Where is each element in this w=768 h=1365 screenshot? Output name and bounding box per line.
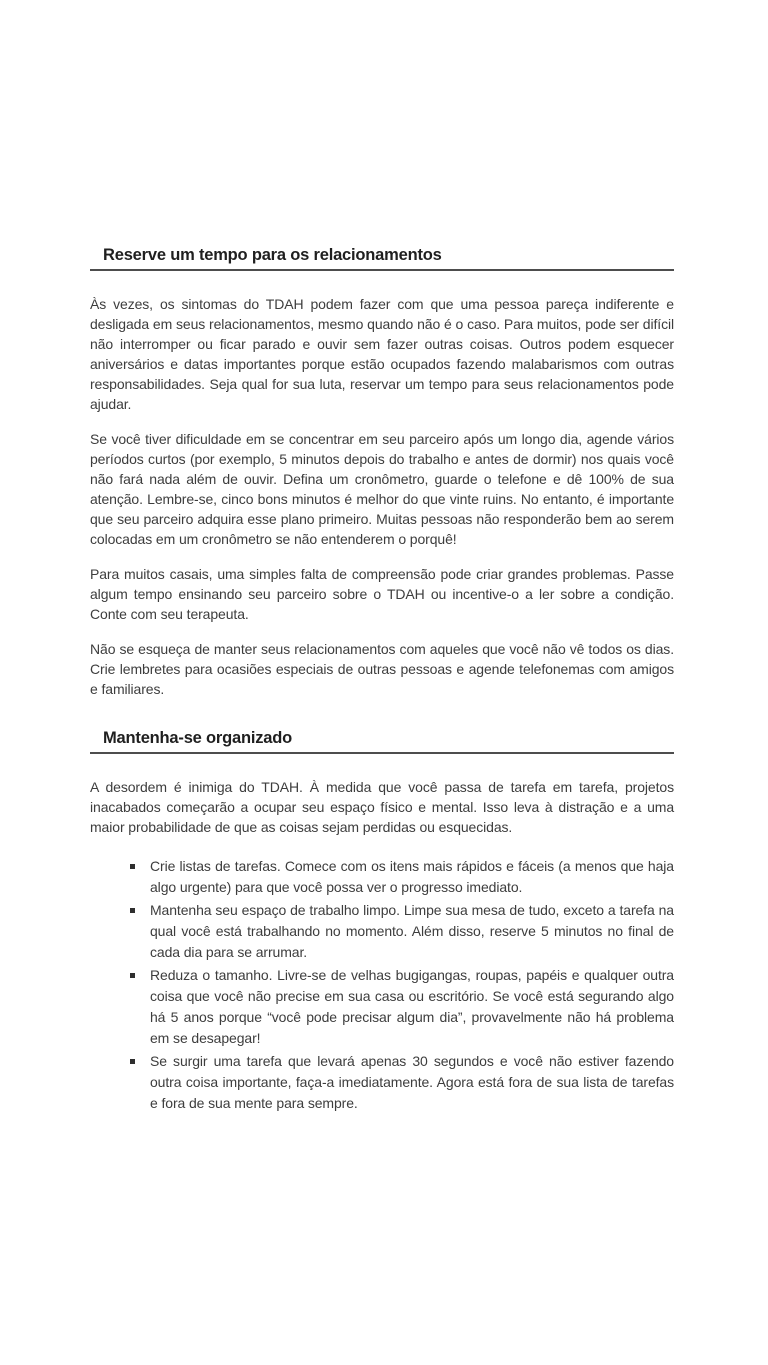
paragraph-manter-relacionamentos: Não se esqueça de manter seus relacionamentos com aqueles que você não vê todos os dias. Crie lembretes para ocasiões especiais de outras pessoas e agende telefonemas com amigos e familiares.	[90, 641, 674, 697]
list-item-espaco-trabalho	[90, 900, 674, 963]
square-bullet-icon	[130, 1059, 135, 1064]
bullet-list	[90, 856, 674, 1114]
list-item-listas-de-tarefas	[90, 856, 674, 898]
square-bullet-icon	[130, 908, 135, 913]
paragraph-falta-compreensao: Para muitos casais, uma simples falta de compreensão pode criar grandes problemas. Passe algum tempo ensinando seu parceiro sobre o TDAH ou incentive-o a ler sobre a condição. Conte com seu terapeuta.	[90, 566, 674, 622]
list-item-text: Reduza o tamanho. Livre-se de velhas bugigangas, roupas, papéis e qualquer outra coisa que você não precise em sua casa ou escritório. Se você está segurando algo há 5 anos porque “você pode precisar algum dia”, provavelmente não há problema em se desapegar!	[150, 967, 674, 1046]
paragraph-concentrar-parceiro: Se você tiver dificuldade em se concentrar em seu parceiro após um longo dia, agende vários períodos curtos (por exemplo, 5 minutos depois do trabalho e antes de dormir) nos quais você não fará nada além de ouvir. Defina um cronômetro, guarde o telefone e dê 100% de sua atenção. Lembre-se, cinco bons minutos é melhor do que vinte ruins. No entanto, é importante que seu parceiro adquira esse plano primeiro. Muitas pessoas não responderão bem ao serem colocadas em um cronômetro se não entenderem o porquê!	[90, 431, 674, 547]
paragraph-tdah-sintomas: Às vezes, os sintomas do TDAH podem fazer com que uma pessoa pareça indiferente e desligada em seus relacionamentos, mesmo quando não é o caso. Para muitos, pode ser difícil não interromper ou ficar parado e ouvir sem fazer outras coisas. Outros podem esquecer aniversários e datas importantes porque estão ocupados fazendo malabarismos com outras responsabilidades. Seja qual for sua luta, reservar um tempo para seus relacionamentos pode ajudar.	[90, 296, 674, 412]
square-bullet-icon	[130, 864, 135, 869]
document-content	[90, 246, 674, 1116]
list-item-reduza-tamanho	[90, 965, 674, 1049]
paragraph-desordem-inimiga: A desordem é inimiga do TDAH. À medida que você passa de tarefa em tarefa, projetos inacabados começarão a ocupar seu espaço físico e mental. Isso leva à distração e a uma maior probabilidade de que as coisas sejam perdidas ou esquecidas.	[90, 779, 674, 835]
list-item-text: Mantenha seu espaço de trabalho limpo. Limpe sua mesa de tudo, exceto a tarefa na qual você está trabalhando no momento. Além disso, reserve 5 minutos no final de cada dia para se arrumar.	[150, 902, 674, 960]
list-item-tarefa-30-segundos	[90, 1051, 674, 1114]
list-item-text: Se surgir uma tarefa que levará apenas 30 segundos e você não estiver fazendo outra coisa importante, faça-a imediatamente. Agora está fora de sua lista de tarefas e fora de sua mente para sempre.	[150, 1053, 674, 1111]
section-heading-organizado: Mantenha-se organizado	[90, 729, 674, 754]
list-item-text: Crie listas de tarefas. Comece com os itens mais rápidos e fáceis (a menos que haja algo urgente) para que você possa ver o progresso imediato.	[150, 858, 674, 895]
square-bullet-icon	[130, 973, 135, 978]
section-heading-relacionamentos: Reserve um tempo para os relacionamentos	[90, 246, 674, 271]
